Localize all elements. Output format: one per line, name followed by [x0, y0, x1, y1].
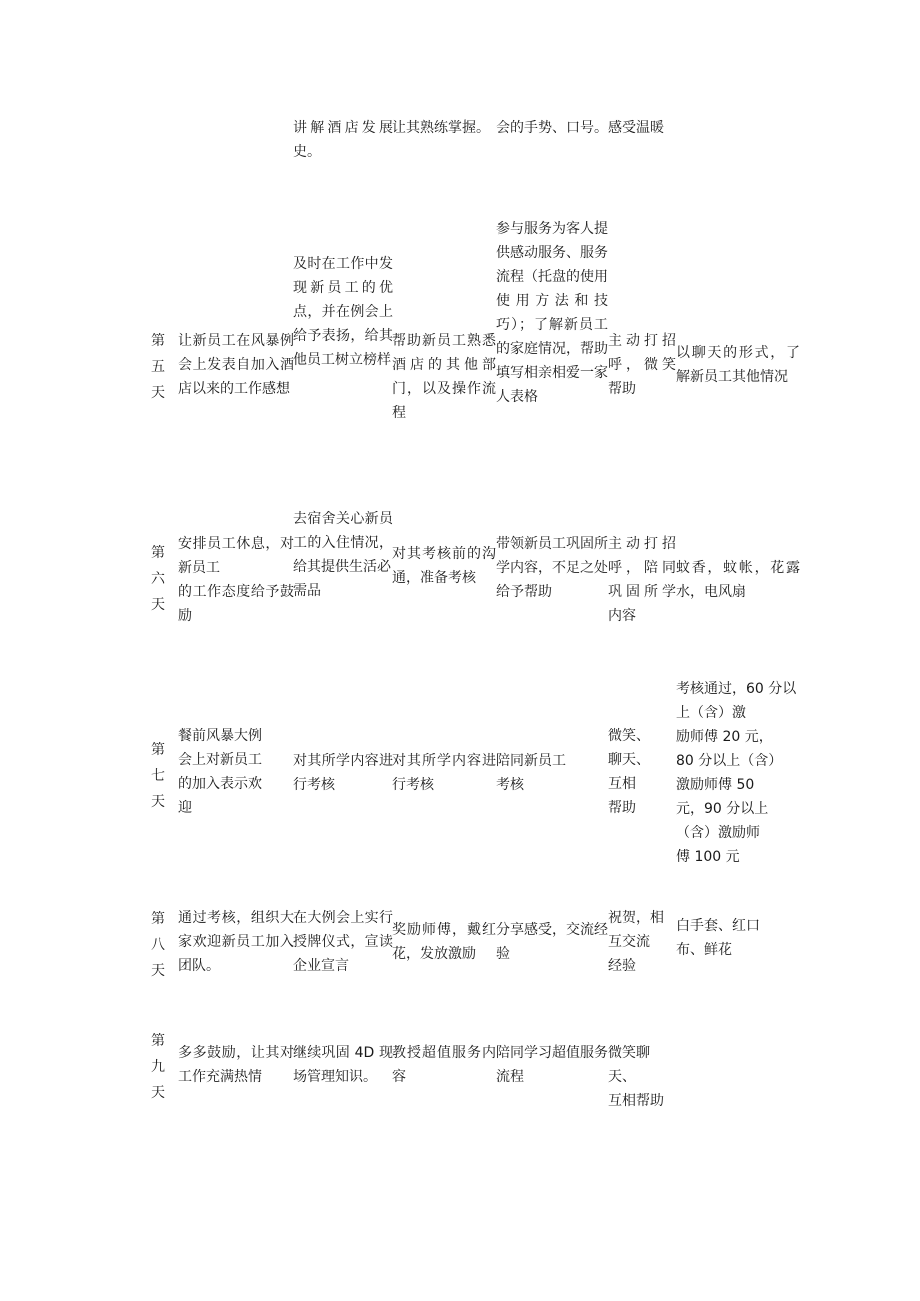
- row9-c3: 继续巩固 4D 现场管理知识。: [293, 1045, 393, 1085]
- row5-c4: 帮助新员工熟悉酒店的其他部门，以及操作流程: [392, 333, 496, 421]
- row5-c2: 让新员工在风暴例会上发表自加入酒店以来的工作感想: [178, 333, 294, 397]
- row8-c5: 分享感受，交流经验: [496, 922, 608, 962]
- day-label-9: 第 九 天: [151, 1033, 165, 1101]
- row7-c5: 陪同新员工考核: [496, 753, 566, 793]
- row5-c7: 以聊天的形式，了解新员工其他情况: [676, 345, 800, 385]
- row8-c2: 通过考核，组织大家欢迎新员工加入团队。: [178, 910, 294, 974]
- top-c4: 让其熟练掌握。: [392, 120, 490, 136]
- row9-c5: 陪同学习超值服务流程: [496, 1045, 608, 1085]
- day-label-6: 第 六 天: [151, 545, 165, 613]
- row7-c2: 餐前风暴大例会上对新员工的加入表示欢迎: [178, 728, 262, 816]
- day-label-7: 第 七 天: [151, 742, 165, 810]
- row7-c4: 对其所学内容进行考核: [392, 753, 496, 793]
- row6-c6: 主动打招呼，陪同巩固所学内容: [608, 536, 676, 624]
- row9-c2: 多多鼓励，让其对工作充满热情: [178, 1045, 294, 1085]
- row6-c2: 安排员工休息，对新员工 的工作态度给予鼓励: [178, 536, 294, 624]
- row8-c4: 奖励师傅，戴红花，发放激励: [392, 922, 496, 962]
- row6-c4: 对其考核前的沟通，准备考核: [392, 546, 496, 586]
- row7-c6: 微笑、 聊天、 互相 帮助: [608, 728, 650, 816]
- day-label-8: 第 八 天: [151, 911, 165, 979]
- row5-c3: 及时在工作中发现新员工的优点，并在例会上给予表扬，给其他员工树立榜样: [293, 256, 393, 368]
- row6-c5: 带领新员工巩固所学内容，不足之处给予帮助: [496, 536, 608, 600]
- top-c5: 会的手势、口号。感受温暖: [496, 120, 664, 136]
- row8-c6: 祝贺，相互交流 经验: [608, 910, 664, 974]
- day-label-5: 第 五 天: [151, 333, 165, 401]
- row8-c3: 在大例会上实行授牌仪式，宣读企业宣言: [293, 910, 393, 974]
- row9-c6: 微笑聊天、 互相帮助: [608, 1045, 664, 1109]
- row5-c5: 参与服务为客人提供感动服务、服务流程（托盘的使用使用方法和技巧）；了解新员工的家庭情况，帮助填写相亲相爱一家人表格: [496, 221, 608, 405]
- row9-c4: 教授超值服务内容: [392, 1045, 496, 1085]
- row8-c7: 白手套、红口 布、鲜花: [676, 918, 760, 958]
- row6-c3: 去宿舍关心新员工的入住情况，给其提供生活必 需品: [293, 511, 393, 599]
- row5-c6: 主动打招呼，微笑帮助: [608, 333, 676, 397]
- top-c3: 讲解酒店发展史。: [293, 120, 393, 160]
- row7-c7: 考核通过，60 分以上（含）激 励师傅 20 元， 80 分以上（含） 激励师傅 50 元，90 分以上 （含）激励师 傅 100 元: [676, 681, 797, 865]
- row7-c3: 对其所学内容进行考核: [293, 753, 393, 793]
- row6-c7: 蚊香，蚊帐，花露水，电风扇: [676, 560, 800, 600]
